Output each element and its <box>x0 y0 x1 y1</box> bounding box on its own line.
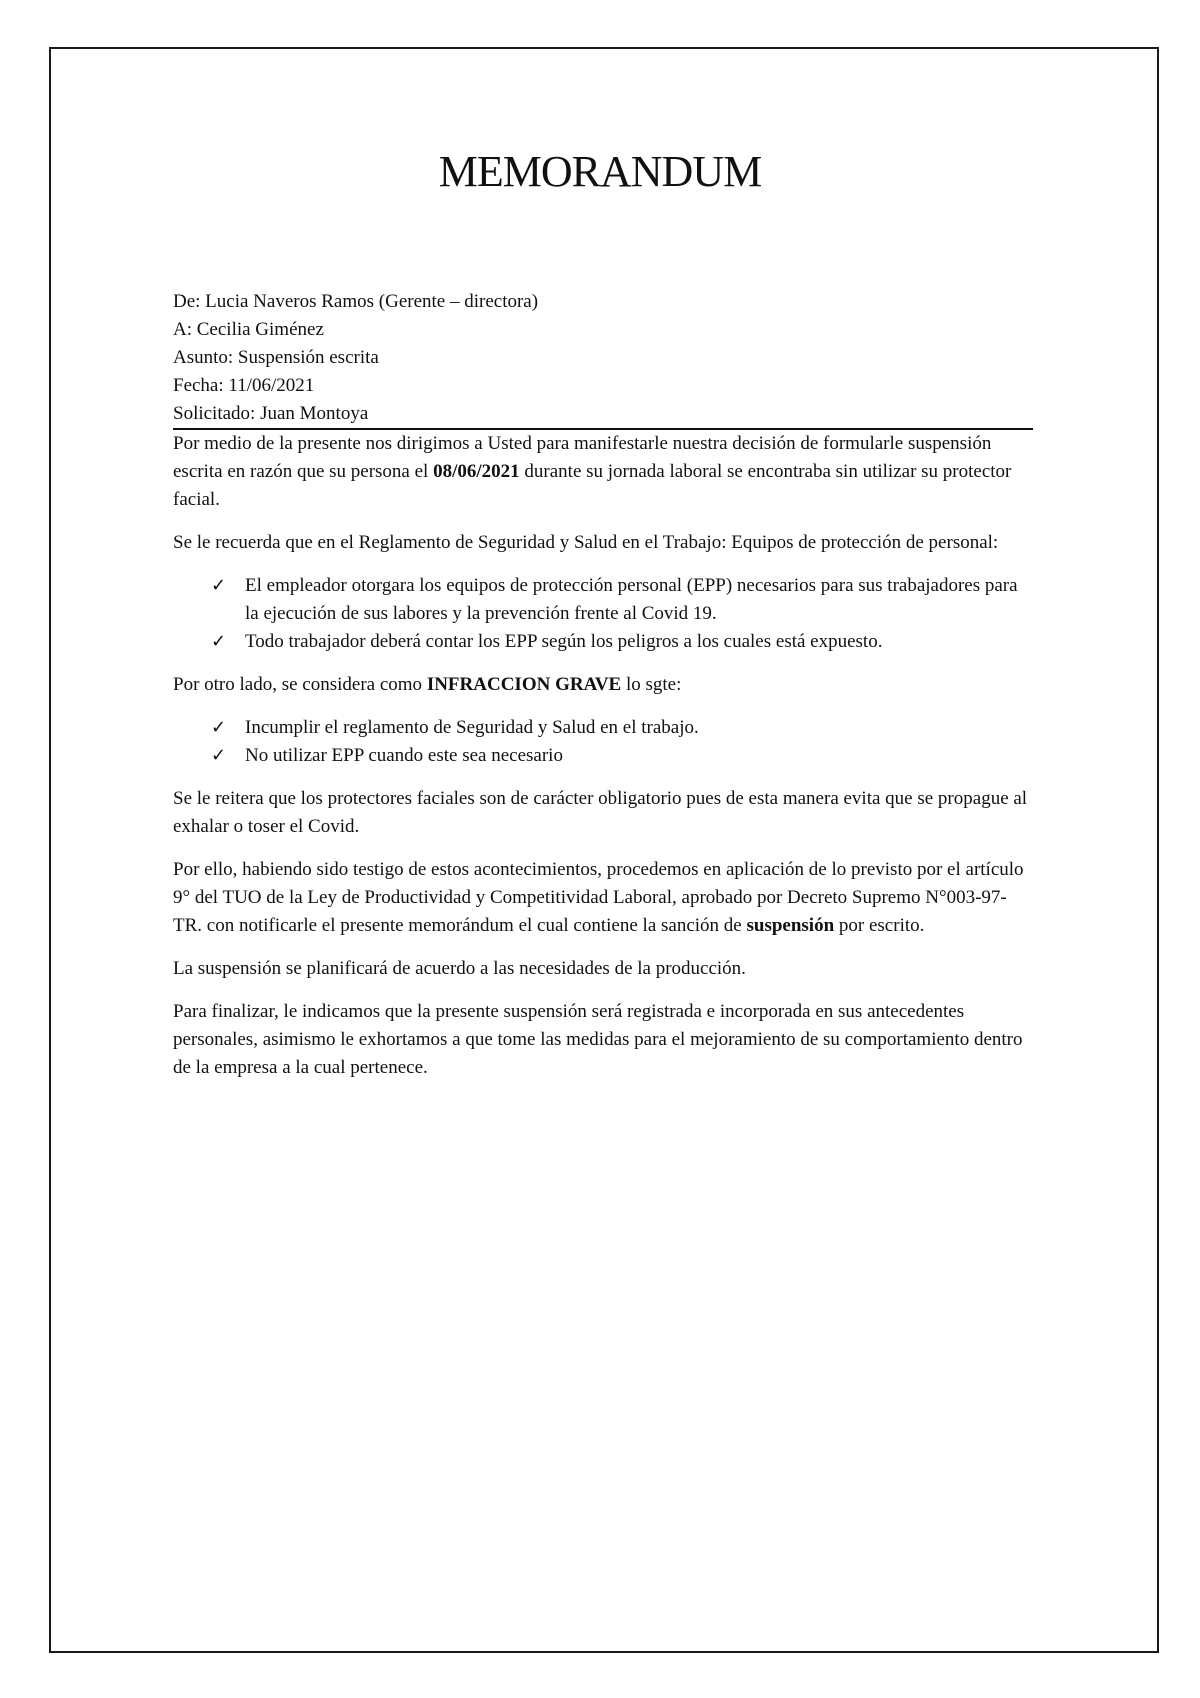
page-title: MEMORANDUM <box>438 147 762 196</box>
header-from: De: Lucia Naveros Ramos (Gerente – directora) <box>173 291 539 312</box>
paragraph-regulation: Se le recuerda que en el Reglamento de Seguridad y Salud en el Trabajo: Equipos de protección de personal: <box>173 532 999 553</box>
infraction-list <box>173 714 1033 770</box>
memo-body <box>173 288 1033 1097</box>
header-to: A: Cecilia Giménez <box>173 319 324 340</box>
infraction-label: INFRACCION GRAVE <box>426 674 622 695</box>
header-date: Fecha: 11/06/2021 <box>173 375 315 396</box>
checkmark-icon: ✓ <box>211 631 227 652</box>
incident-date: 08/06/2021 <box>433 461 520 482</box>
list-item: ✓ Todo trabajador deberá contar los EPP según los peligros a los cuales está expuesto. <box>173 628 1033 656</box>
paragraph-reminder: Se le reitera que los protectores faciales son de carácter obligatorio pues de esta manera evita que se propague al exhalar o toser el Covid. <box>173 788 1028 837</box>
sanction-label: suspensión <box>746 915 835 936</box>
header-requested: Solicitado: Juan Montoya <box>173 403 369 424</box>
memo-header <box>173 288 1033 430</box>
paragraph-infraction: Por otro lado, se considera como INFRACCION GRAVE lo sgte: <box>173 674 682 695</box>
checkmark-icon: ✓ <box>211 717 227 738</box>
paragraph-planning: La suspensión se planificará de acuerdo a las necesidades de la producción. <box>173 958 746 979</box>
list-item: ✓ No utilizar EPP cuando este sea necesario <box>173 742 1033 770</box>
list-item: ✓ Incumplir el reglamento de Seguridad y Salud en el trabajo. <box>173 714 1033 742</box>
paragraph-closing: Para finalizar, le indicamos que la presente suspensión será registrada e incorporada en sus antecedentes personales, asimismo le exhortamos a que tome las medidas para el mejoramiento de su comportamiento dentro de la empresa a la cual pertenece. <box>173 1001 1023 1078</box>
paragraph-legal: Por ello, habiendo sido testigo de estos acontecimientos, procedemos en aplicación de lo previsto por el artículo 9° del TUO de la Ley de Productividad y Competitividad Laboral, aprobado por Decreto Supremo N°003-97-TR. con notificarle el presente memorándum el cual contiene la sanción de suspensión por escrito. <box>173 859 1024 936</box>
checkmark-icon: ✓ <box>211 575 227 596</box>
paragraph-intro: Por medio de la presente nos dirigimos a Usted para manifestarle nuestra decisión de formularle suspensión escrita en razón que su persona el 08/06/2021 durante su jornada laboral se encontraba sin utilizar su protector facial. <box>173 433 1012 510</box>
header-subject: Asunto: Suspensión escrita <box>173 347 379 368</box>
list-item: ✓ El empleador otorgara los equipos de protección personal (EPP) necesarios para sus trabajadores para la ejecución de sus labores y la prevención frente al Covid 19. <box>173 572 1033 628</box>
regulation-list <box>173 572 1033 656</box>
checkmark-icon: ✓ <box>211 745 227 766</box>
